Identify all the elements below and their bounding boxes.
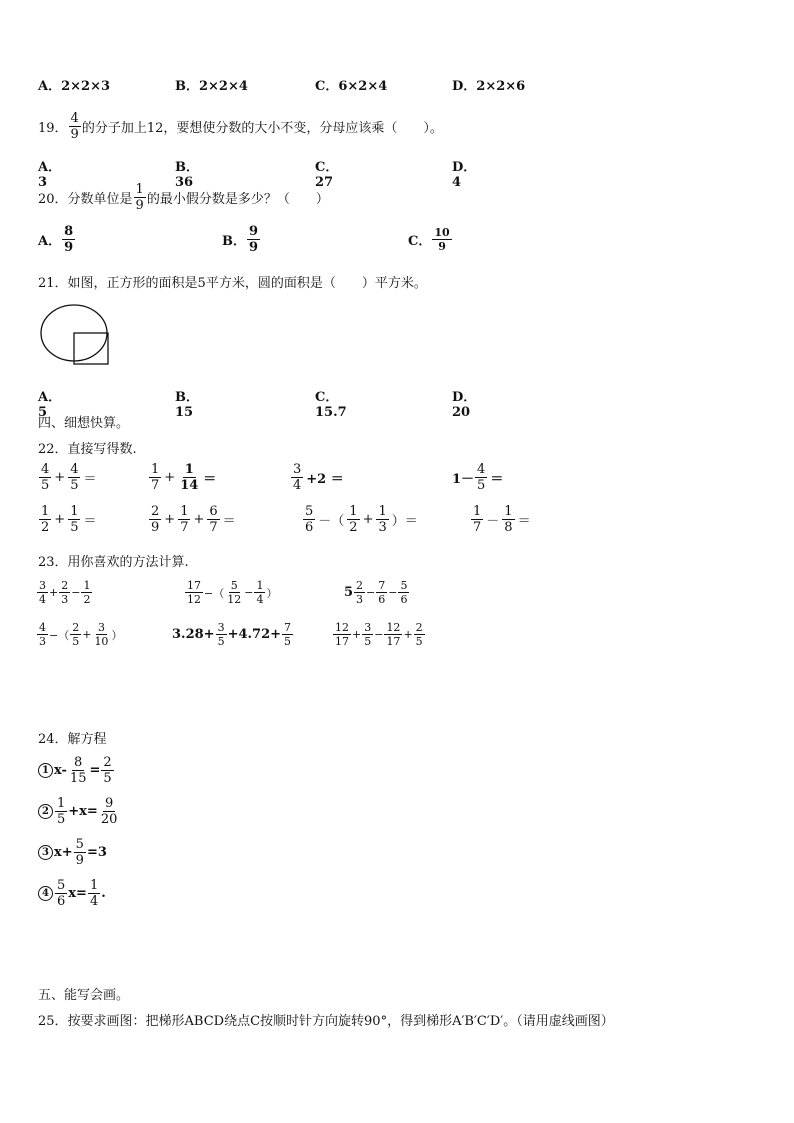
q25-question: 25．按要求画图：把梯形ABCD绕点C按顺时针方向旋转90°，得到梯形A′B′C′D′。（请用虚线画图） [38,1014,614,1029]
section-5-heading: 五、能写会画。 [38,988,130,1003]
q18-option-c: C．6×2×4 [315,78,388,94]
q23-expr-5: 3.28+ $\frac{3}{5}$ +4.72+ $\frac{7}{5}$ [172,621,292,648]
q19-text: 的分子加上12，要想使分数的大小不变，分母应该乘（ ）。 [81,121,443,136]
q24-equation-4: 4 $\frac{5}{6}$ x= $\frac{1}{4}$ . [38,879,106,908]
q23-expr-6: $\frac{12}{17}$ + $\frac{3}{5}$ − $\frac{12}{17}$ + $\frac{2}{5}$ [335,621,423,648]
q22-expr-5: $\frac{1}{2}$ + $\frac{1}{5}$ ＝ [41,504,97,535]
q23-expr-3: 5 $\frac{2}{3}$ − $\frac{7}{6}$ − $\frac{5}{6}$ [344,579,408,606]
q20-fraction: $\frac{1}{9}$ [135,182,144,213]
q19-number: 19． [38,121,68,136]
q24-equation-1: 1 x- $\frac{8}{15}$ = $\frac{2}{5}$ [38,756,115,785]
q24-equation-3: 3 x+ $\frac{5}{9}$ =3 [38,838,107,867]
q18-option-b: B．2×2×4 [175,78,248,94]
circled-number-1: 1 [38,763,53,778]
q18-option-a: A．2×2×3 [38,78,111,94]
q22-expr-2: $\frac{1}{7}$ + $\frac{1}{14}$ ＝ [151,462,217,493]
q18-option-d: D．2×2×6 [452,78,526,94]
q24-equation-2: 2 $\frac{1}{5}$ +x= $\frac{9}{20}$ [38,797,120,826]
q22-expr-3: $\frac{3}{4}$ +2 ＝ [293,462,344,493]
q23-expr-2: $\frac{17}{12}$ −（ $\frac{5}{12}$ − $\frac{1}{4}$ ） [187,579,278,606]
q19-option-c: C．27 [315,160,339,190]
q24-title: 24．解方程 [38,732,107,747]
circled-number-3: 3 [38,845,53,860]
q19-option-d: D．4 [452,160,477,190]
q22-expr-4: 1－ $\frac{4}{5}$ ＝ [452,462,504,493]
q19-option-a: A．3 [38,160,62,190]
q23-title: 23．用你喜欢的方法计算. [38,555,189,570]
q19-fraction: $\frac{4}{9}$ [70,111,79,142]
q19-option-b: B．36 [175,160,199,190]
q20-question: 20．分数单位是 $\frac{1}{9}$ 的最小假分数是多少？（ ） [38,182,329,213]
q19-question [38,112,443,141]
section-4-heading: 四、细想快算。 [38,416,130,431]
q20-option-a: A． $\frac{8}{9}$ [38,224,74,255]
circled-number-2: 2 [38,804,53,819]
q20-option-c: C． $\frac{10}{9}$ [408,226,450,253]
circled-number-4: 4 [38,886,53,901]
q22-title: 22．直接写得数. [38,442,137,457]
q23-expr-4: $\frac{4}{3}$ −（ $\frac{2}{5}$ + $\frac{3}{10}$ ） [39,621,123,648]
q21-question: 21．如图，正方形的面积是5平方米，圆的面积是（ ）平方米。 [38,276,427,291]
q22-expr-7: $\frac{5}{6}$ －（ $\frac{1}{2}$ + $\frac{1}{3}$ ）＝ [305,504,418,535]
q21-figure [40,303,114,367]
q20-option-b: B． $\frac{9}{9}$ [222,224,259,255]
q21-square [74,333,108,364]
q22-expr-8: $\frac{1}{7}$ － $\frac{1}{8}$ ＝ [473,504,531,535]
q22-expr-6: $\frac{2}{9}$ + $\frac{1}{7}$ + $\frac{6}{7}$ ＝ [151,504,236,535]
q23-expr-1: $\frac{3}{4}$ + $\frac{2}{3}$ − $\frac{1}{2}$ [39,579,91,606]
q22-expr-1: $\frac{4}{5}$ + $\frac{4}{5}$ ＝ [41,462,97,493]
